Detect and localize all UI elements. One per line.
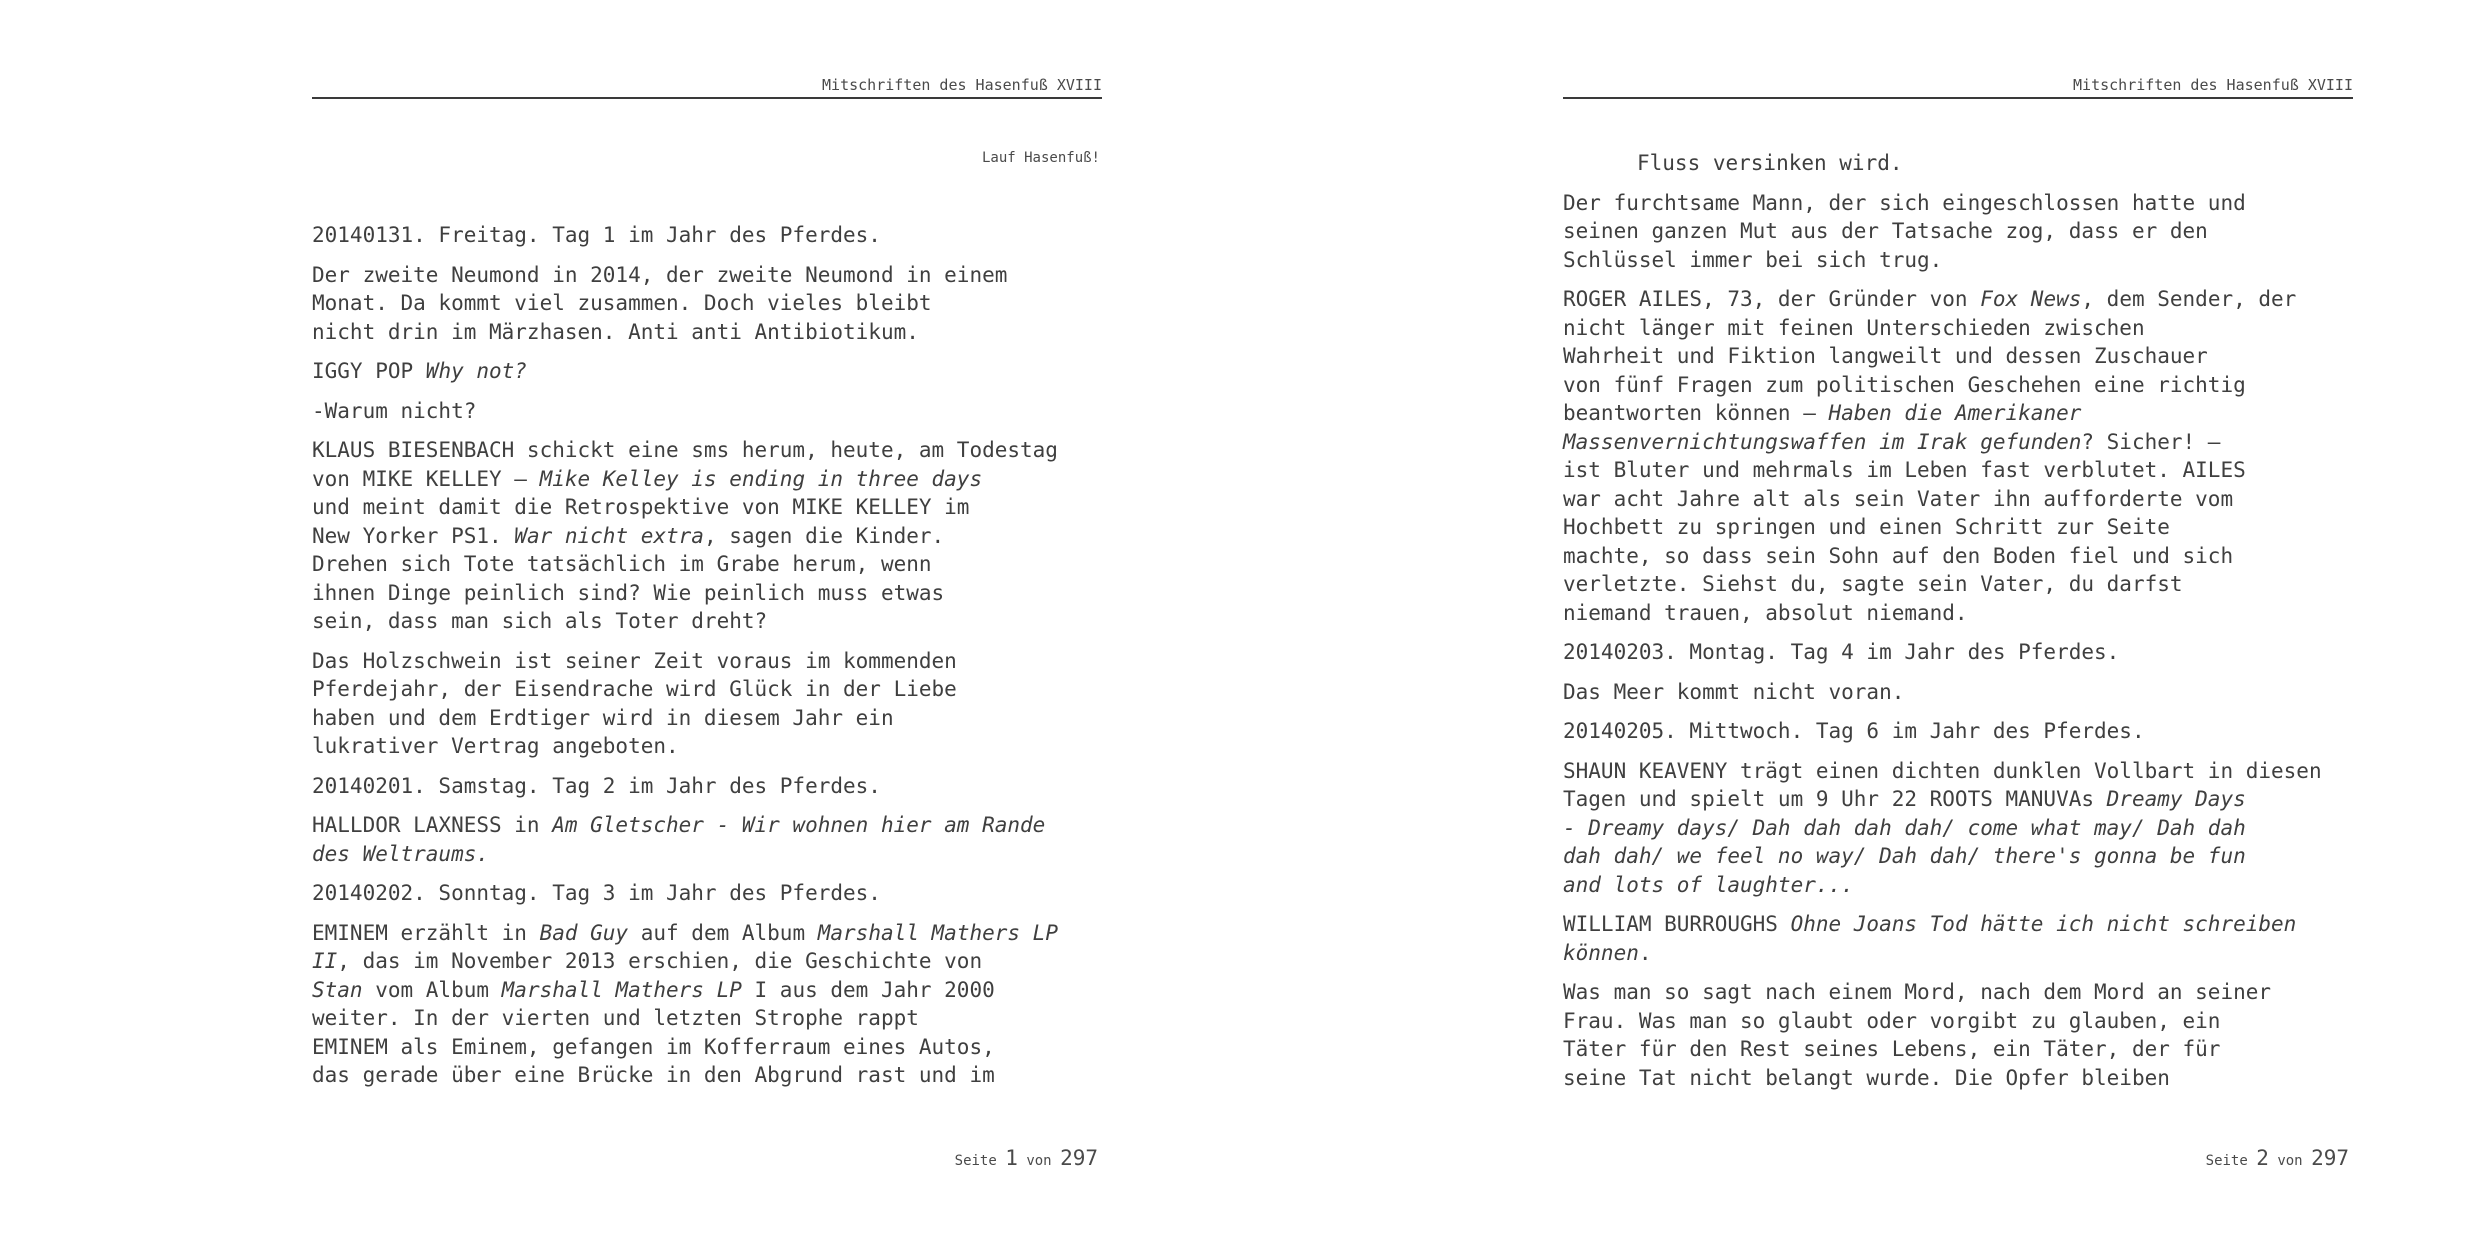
footer-word-of: von: [1026, 1153, 1052, 1169]
paragraph: SHAUN KEAVENY trägt einen dichten dunklen Vollbart in diesen Tagen und spielt um 9 Uhr 22 ROOTS MANUVAs Dreamy Days - Dreamy days/ Dah dah dah dah/ come what may/ Dah dah dah dah/ we feel no way/ Dah dah/ there's gonna be fun and lots of laughter...: [1563, 758, 2322, 897]
page-footer: [1563, 1146, 2349, 1170]
paragraph: WILLIAM BURROUGHS Ohne Joans Tod hätte ich nicht schreiben können.: [1563, 912, 2297, 965]
date-entry: 20140202. Sonntag. Tag 3 im Jahr des Pferdes.: [312, 881, 881, 905]
header-rule: [312, 97, 1102, 99]
date-entry: 20140203. Montag. Tag 4 im Jahr des Pferdes.: [1563, 640, 2120, 664]
paragraph: HALLDOR LAXNESS in Am Gletscher - Wir wohnen hier am Rande des Weltraums.: [312, 813, 1046, 866]
header-rule: [1563, 97, 2353, 99]
paragraph: KLAUS BIESENBACH schickt eine sms herum, heute, am Todestag von MIKE KELLEY – Mike Kelley is ending in three days und meint damit die Retrospektive von MIKE KELLEY im New Yorker PS1. War nicht extra, sagen die Kinder. Drehen sich Tote tatsächlich im Grabe herum, wenn ihnen Dinge peinlich sind? Wie peinlich muss etwas sein, dass man sich als Toter dreht?: [312, 438, 1058, 633]
body-text: [1563, 149, 2353, 1103]
running-header: Mitschriften des Hasenfuß XVIII: [822, 76, 1102, 94]
page-number: 2: [2256, 1146, 2269, 1170]
paragraph: Das Meer kommt nicht voran.: [1563, 679, 1905, 704]
paragraph: Der furchtsame Mann, der sich eingeschlossen hatte und seinen ganzen Mut aus der Tatsache zog, dass er den Schlüssel immer bei sich trug.: [1563, 190, 2246, 272]
footer-word-page: Seite: [2205, 1153, 2248, 1169]
body-text: [312, 221, 1102, 1101]
page-number: 1: [1005, 1146, 1018, 1170]
paragraph: Was man so sagt nach einem Mord, nach dem Mord an seiner Frau. Was man so glaubt oder vorgibt zu glauben, ein Täter für den Rest seines Lebens, ein Täter, der für seine Tat nicht belangt wurde. Die Opfer bleiben: [1563, 980, 2272, 1090]
page-total: 297: [1060, 1146, 1098, 1170]
page-1: [312, 0, 1102, 1240]
paragraph: EMINEM erzählt in Bad Guy auf dem Album Marshall Mathers LP II, das im November 2013 erschien, die Geschichte von Stan vom Album Marshall Mathers LP I aus dem Jahr 2000 weiter. In der vierten und letzten Strophe rappt EMINEM als Eminem, gefangen im Kofferraum eines Autos, das gerade über eine Brücke in den Abgrund rast und im: [312, 920, 1058, 1087]
footer-word-page: Seite: [954, 1153, 997, 1169]
date-entry: 20140201. Samstag. Tag 2 im Jahr des Pferdes.: [312, 773, 881, 798]
paragraph: IGGY POP Why not?: [312, 359, 527, 383]
page-2: [1563, 0, 2353, 1240]
date-entry: 20140131. Freitag. Tag 1 im Jahr des Pferdes.: [312, 223, 881, 247]
paragraph: -Warum nicht?: [312, 398, 477, 423]
running-header: Mitschriften des Hasenfuß XVIII: [2073, 76, 2353, 94]
page-footer: [312, 1146, 1098, 1170]
motto: Lauf Hasenfuß!: [981, 150, 1100, 166]
paragraph: Das Holzschwein ist seiner Zeit voraus im kommenden Pferdejahr, der Eisendrache wird Glück in der Liebe haben und dem Erdtiger wird in diesem Jahr ein lukrativer Vertrag angeboten.: [312, 648, 957, 758]
paragraph: ROGER AILES, 73, der Gründer von Fox News, dem Sender, der nicht länger mit feinen Unterschieden zwischen Wahrheit und Fiktion langweilt und dessen Zuschauer von fünf Fragen zum politischen Geschehen eine richtig beantworten können – Haben die Amerikaner Massenvernichtungswaffen im Irak gefunden? Sicher! – ist Bluter und mehrmals im Leben fast verblutet. AILES war acht Jahre alt als sein Vater ihn aufforderte vom Hochbett zu springen und einen Schritt zur Seite machte, so dass sein Sohn auf den Boden fiel und sich verletzte. Siehst du, sagte sein Vater, du darfst niemand trauen, absolut niemand.: [1563, 287, 2297, 625]
paragraph-continuation: Fluss versinken wird.: [1637, 151, 1903, 175]
paragraph: Der zweite Neumond in 2014, der zweite Neumond in einem Monat. Da kommt viel zusammen. Doch vieles bleibt nicht drin im Märzhasen. Anti anti Antibiotikum.: [312, 262, 1008, 344]
page-total: 297: [2311, 1146, 2349, 1170]
footer-word-of: von: [2277, 1153, 2303, 1169]
date-entry: 20140205. Mittwoch. Tag 6 im Jahr des Pferdes.: [1563, 719, 2145, 743]
